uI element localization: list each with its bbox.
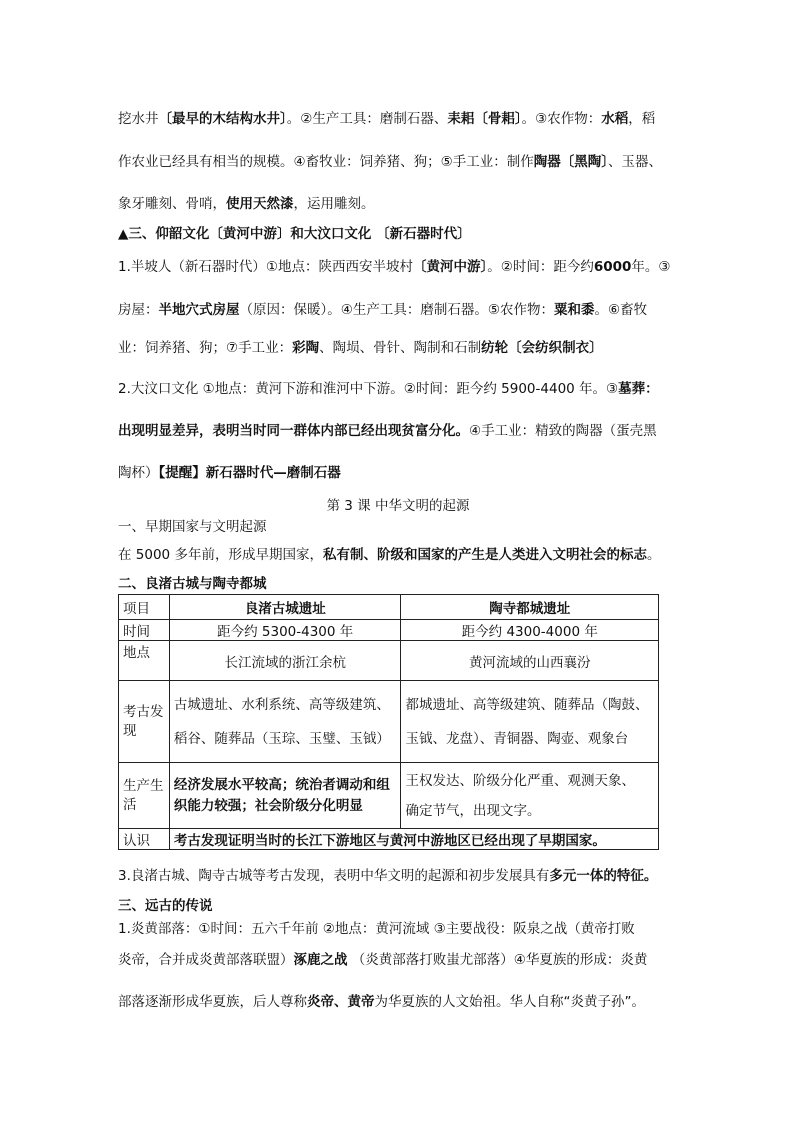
text-run: 为华夏族的人文始祖。华人自称“炎黄子孙”。	[374, 994, 645, 1010]
text-run: 使用天然漆	[226, 196, 294, 212]
text-run: 1.半坡人（新石器时代）①地点：陕西西安半坡村	[118, 259, 413, 275]
table-cell	[169, 681, 401, 763]
cell-line: 古城遗址、水利系统、高等级建筑、	[173, 696, 390, 713]
part-2-heading: 二、良渚古城与陶寺都城	[118, 576, 267, 592]
cell-line: 织能力较强；社会阶级分化明显	[173, 797, 363, 814]
text-run: ，稻	[628, 111, 656, 127]
table-cell	[401, 763, 659, 829]
header-cell: 良渚古城遗址	[169, 595, 401, 620]
legend-line-2	[118, 948, 678, 968]
lesson-title: 第 3 课 中华文明的起源	[326, 498, 470, 514]
table-cell: 黄河流域的山西襄汾	[401, 641, 659, 681]
table-row-findings	[119, 681, 659, 763]
text-run: 。②生产工具：磨制石器、	[286, 111, 448, 127]
text-run: 陶杯）	[118, 465, 159, 481]
cell-line: 稻谷、随葬品（玉琮、玉璧、玉钺）	[173, 730, 390, 747]
text-run: 炎帝、黄帝	[307, 994, 375, 1010]
cell-line: 经济发展水平较高；统治者调动和组	[173, 776, 390, 793]
cell-line: 玉钺、龙盘）、青铜器、陶壶、观象台	[405, 730, 629, 747]
text-run: 〔黄河中游〕	[412, 259, 488, 275]
text-run: 挖水井	[118, 111, 159, 127]
text-run: 水稻	[601, 111, 629, 127]
dawenkou-line-1	[118, 377, 678, 397]
table-cell: 长江流域的浙江余杭	[169, 641, 401, 681]
legend-line-1: 1.炎黄部落：①时间：五六千年前 ②地点：黄河流域 ③主要战役：阪泉之战（黄帝打败	[118, 921, 635, 937]
table-cell	[169, 763, 401, 829]
dawenkou-line-2	[118, 419, 678, 439]
text-run: 象牙雕刻、骨哨，	[118, 196, 226, 212]
text-run: 作农业已经具有相当的规模。④畜牧业：饲养猪、狗；⑤手工业：制作	[118, 154, 534, 170]
row-label: 考古发现	[119, 681, 170, 763]
text-run: 。⑥畜牧	[594, 302, 648, 318]
text-run: 耒耜〔骨耜〕	[447, 111, 522, 127]
table-row-life	[119, 763, 659, 829]
text-run: 2.大汶口文化 ①地点：黄河下游和淮河中下游。②时间：距今约 5900-4400 年。③	[118, 381, 619, 397]
text-run: ，运用雕刻。	[293, 196, 375, 212]
row-label: 生产生活	[119, 763, 170, 829]
text-run: 。	[646, 547, 661, 563]
text-run: 。②时间：距今约	[487, 259, 594, 275]
agri-paragraph-line-1	[118, 107, 678, 127]
legend-line-3	[118, 990, 678, 1010]
text-run: （原因：保暖）。④生产工具：磨制石器。⑤农作物：	[239, 302, 554, 318]
cell-line: 确定节气，出现文字。	[405, 802, 541, 819]
section-3-heading: ▲三、仰韶文化〔黄河中游〕和大汶口文化 〔新石器时代〕	[118, 226, 471, 242]
part-1-heading: 一、早期国家与文明起源	[118, 519, 267, 535]
text-run: 半地穴式房屋	[158, 302, 240, 318]
row-label: 认识	[119, 829, 170, 850]
part-1-text	[118, 543, 678, 563]
text-run: 炎帝，合并成炎黄部落联盟）	[118, 952, 294, 968]
dawenkou-line-3	[118, 461, 678, 481]
text-run: 陶器〔黑陶〕	[533, 154, 608, 170]
point-3-text	[118, 864, 678, 884]
text-run: 私有制、阶级和国家的产生是人类进入文明社会的标志	[322, 547, 647, 563]
row-label: 地点	[119, 641, 170, 681]
text-run: 纺轮〔会纺织制衣〕	[481, 340, 603, 356]
text-run: 房屋：	[118, 302, 159, 318]
part-3-heading: 三、远古的传说	[118, 898, 213, 914]
banpo-line-2	[118, 298, 678, 318]
banpo-line-1	[118, 255, 678, 275]
text-run: 彩陶	[292, 340, 320, 356]
text-run: 业：饲养猪、狗；⑦手工业：	[118, 340, 293, 356]
agri-paragraph-line-3	[118, 192, 678, 212]
text-run: 、陶埙、骨针、陶制和石制	[319, 340, 482, 356]
text-run: 。③农作物：	[521, 111, 602, 127]
text-run: 、玉器、	[607, 154, 662, 170]
row-label: 时间	[119, 620, 170, 641]
banpo-line-3	[118, 336, 678, 356]
text-run: 涿鹿之战	[293, 952, 348, 968]
table-cell: 距今约 4300-4000 年	[401, 620, 659, 641]
table-row-place	[119, 641, 659, 681]
text-run: 部落逐渐形成华夏族，后人尊称	[118, 994, 307, 1010]
text-run: 墓葬：	[618, 381, 659, 397]
text-run: 在 5000 多年前，形成早期国家，	[118, 547, 323, 563]
table-row-time	[119, 620, 659, 641]
text-run: 【提醒】新石器时代—磨制石器	[158, 465, 341, 481]
table-row-knowledge	[119, 829, 659, 850]
table-header-row	[119, 595, 659, 620]
text-run: 〔最早的木结构水井〕	[158, 111, 287, 127]
text-run: 3.良渚古城、陶寺古城等考古发现，表明中华文明的起源和初步发展具有	[118, 868, 550, 884]
text-run: 年。③	[631, 259, 671, 275]
header-cell: 陶寺都城遗址	[401, 595, 659, 620]
sites-comparison-table	[118, 594, 659, 850]
table-cell	[401, 681, 659, 763]
text-run: 6000	[593, 259, 632, 275]
text-run: 出现明显差异，表明当时同一群体内部已经出现贫富分化。	[118, 423, 469, 439]
text-run: ④手工业：精致的陶器（蛋壳黑	[469, 423, 657, 439]
table-cell: 考古发现证明当时的长江下游地区与黄河中游地区已经出现了早期国家。	[169, 829, 658, 850]
cell-line: 王权发达、阶级分化严重、观测天象、	[405, 772, 635, 789]
text-run: （炎黄部落打败蚩尤部落）④华夏族的形成：炎黄	[347, 952, 648, 968]
header-cell: 项目	[119, 595, 170, 620]
text-run: 多元一体的特征。	[549, 868, 658, 884]
table-cell: 距今约 5300-4300 年	[169, 620, 401, 641]
text-run: 粟和黍	[553, 302, 595, 318]
agri-paragraph-line-2	[118, 150, 678, 170]
cell-line: 都城遗址、高等级建筑、随葬品（陶鼓、	[405, 696, 649, 713]
